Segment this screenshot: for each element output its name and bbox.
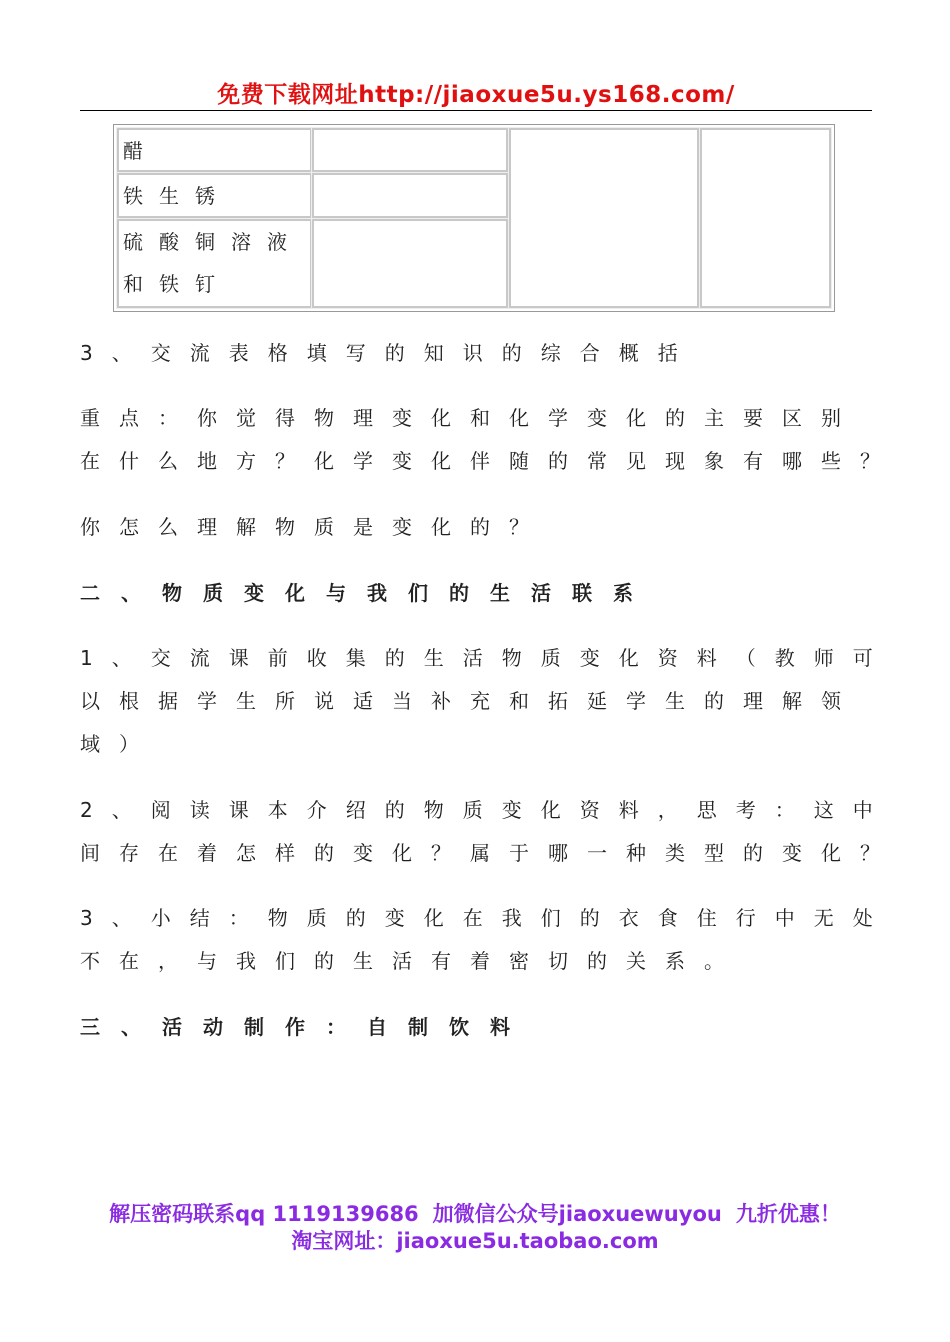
text-line: 3、小结：物质的变化在我们的衣食住行中无处	[80, 906, 892, 930]
table-row	[117, 173, 312, 218]
table-cell-empty	[700, 128, 831, 308]
page-header	[80, 76, 872, 111]
text-line: 不在，与我们的生活有着密切的关系。	[80, 949, 743, 973]
table-row	[117, 128, 312, 172]
text-line: 重点：你觉得物理变化和化学变化的主要区别	[80, 406, 860, 430]
footer-discount: 九折优惠！	[735, 1202, 841, 1226]
table-cell-empty	[312, 219, 508, 308]
footer-contact-label: 解压密码联系	[109, 1202, 236, 1226]
text-line: 域）	[80, 732, 158, 756]
table-row	[117, 219, 312, 308]
section-heading: 二、物质变化与我们的生活联系	[80, 581, 654, 605]
section-heading: 三、活动制作：自制饮料	[80, 1015, 531, 1039]
text-line: 间存在着怎样的变化？属于哪一种类型的变化？	[80, 841, 899, 865]
footer-taobao-line	[0, 1225, 950, 1255]
footer-contact-line	[0, 1198, 950, 1228]
text-line: 在什么地方？化学变化伴随的常见现象有哪些？	[80, 449, 899, 473]
text-line: 3、交流表格填写的知识的综合概括	[80, 341, 697, 365]
text-line: 2、阅读课本介绍的物质变化资料，思考：这中	[80, 798, 892, 822]
header-site-label: 免费下载网址	[217, 82, 359, 108]
text-line: 以根据学生所说适当补充和拓延学生的理解领	[80, 689, 860, 713]
footer-wechat-id: jiaoxuewuyou	[558, 1202, 722, 1226]
footer-qq: qq 1119139686	[235, 1202, 419, 1226]
footer-taobao-url[interactable]: jiaoxue5u.taobao.com	[396, 1229, 659, 1253]
table-cell-label: 醋	[123, 139, 159, 163]
table-cell-label: 铁生锈	[123, 184, 231, 208]
header-site-url[interactable]: http://jiaoxue5u.ys168.com/	[358, 82, 735, 108]
table-cell-empty	[509, 128, 699, 308]
text-line: 1、交流课前收集的生活物质变化资料（教师可	[80, 646, 892, 670]
footer-taobao-label: 淘宝网址：	[291, 1229, 397, 1253]
table-cell-empty	[312, 173, 508, 218]
text-line: 你怎么理解物质是变化的？	[80, 515, 548, 539]
table-cell-label: 硫酸铜溶液和铁钉	[123, 230, 303, 296]
footer-wechat-label: 加微信公众号	[432, 1202, 559, 1226]
data-table	[113, 124, 835, 312]
table-cell-empty	[312, 128, 508, 172]
